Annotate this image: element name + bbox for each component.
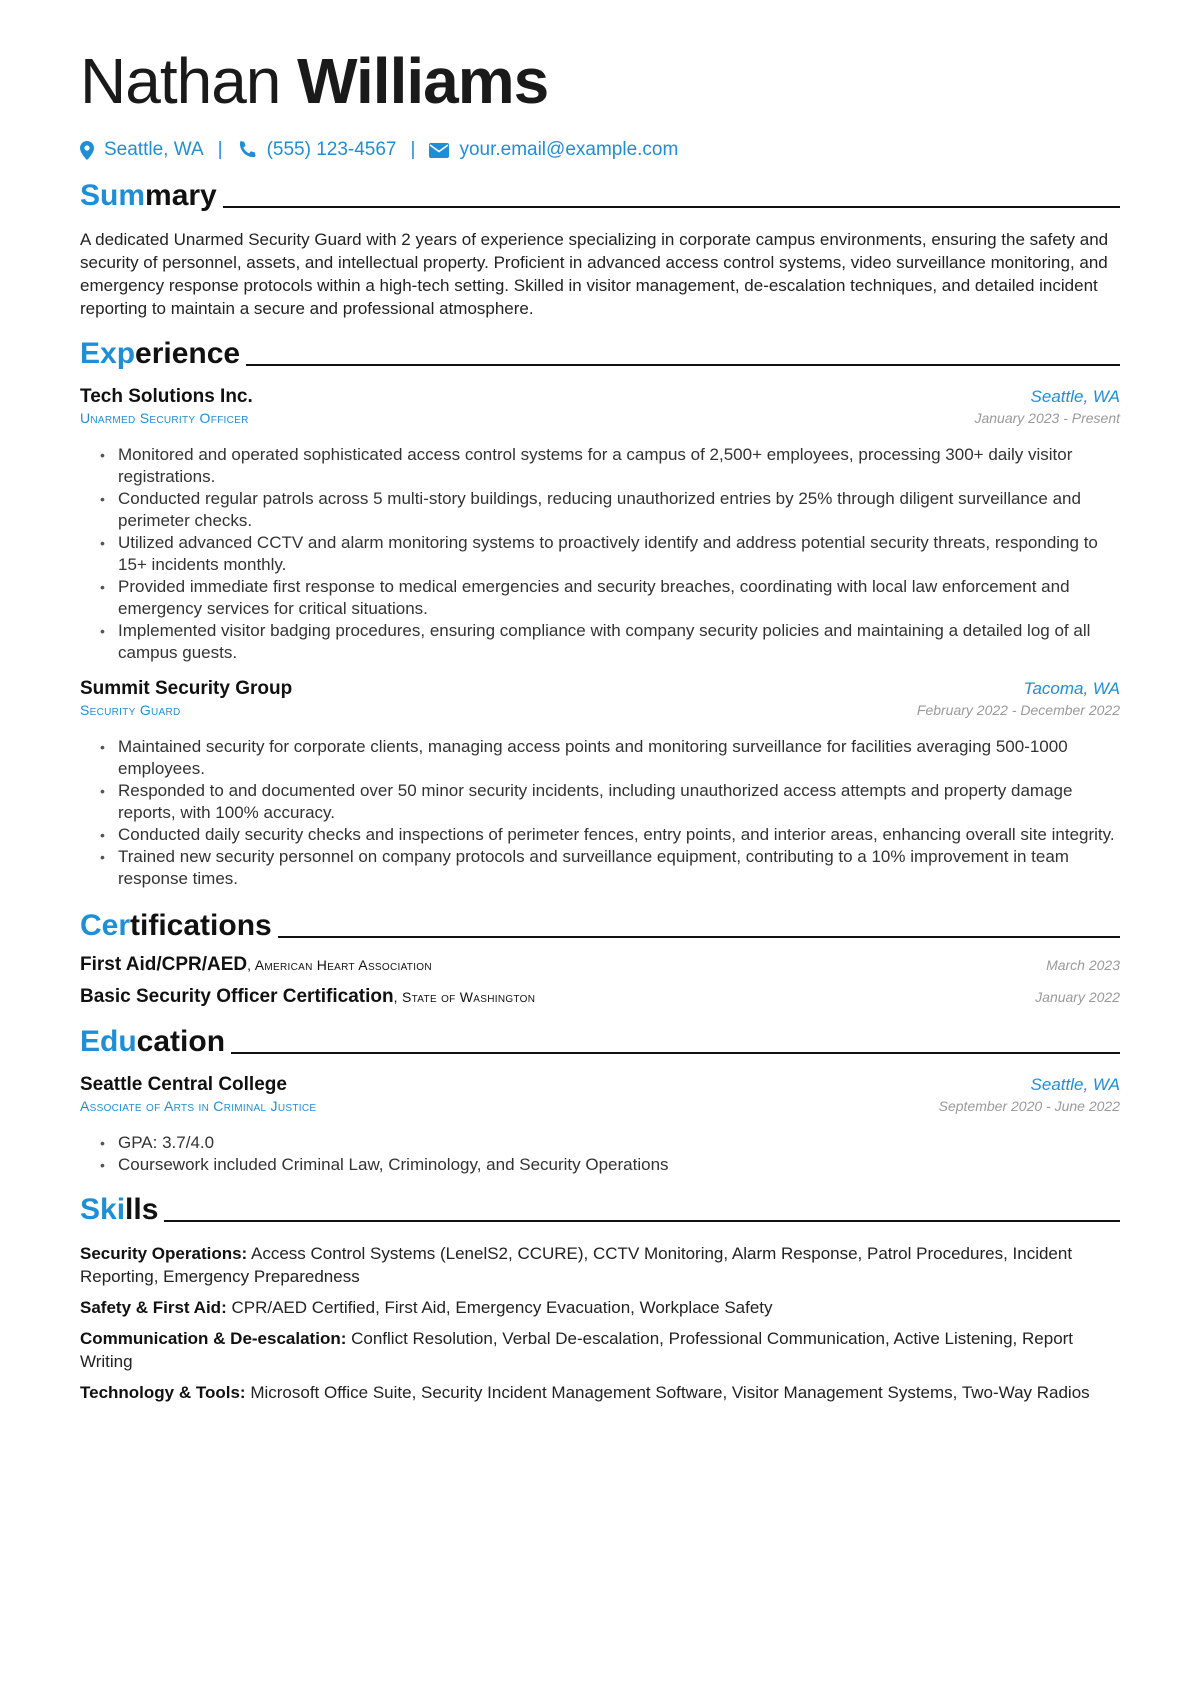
section-rule bbox=[278, 936, 1120, 938]
certifications-section bbox=[80, 904, 1120, 1008]
certification-name: First Aid/CPR/AED bbox=[80, 954, 248, 975]
skill-category: Technology & Tools: bbox=[80, 1383, 246, 1402]
skill-category: Safety & First Aid: bbox=[80, 1298, 227, 1317]
skill-line bbox=[80, 1296, 1120, 1319]
section-rule bbox=[223, 206, 1120, 208]
list-item: • Responded to and documented over 50 minor security incidents, including unauthorized access attempts and property damage reports, with 100% accuracy. bbox=[100, 780, 1120, 824]
experience-section bbox=[80, 332, 1120, 890]
job-location: Tacoma, WA bbox=[1023, 679, 1120, 698]
contact-email[interactable] bbox=[429, 139, 678, 161]
section-heading bbox=[80, 332, 1120, 372]
certification-date: March 2023 bbox=[1046, 957, 1120, 973]
certification-name: Basic Security Officer Certification bbox=[80, 986, 394, 1007]
skill-list: Microsoft Office Suite, Security Incident Management Software, Visitor Management Systems, Two-Way Radios bbox=[250, 1383, 1090, 1402]
location-text: Seattle, WA bbox=[104, 139, 204, 160]
section-title: Skills bbox=[80, 1193, 159, 1226]
contact-separator: | bbox=[217, 139, 223, 160]
list-item: • Utilized advanced CCTV and alarm monitoring systems to proactively identify and address potential security threats, responding to 15+ incidents monthly. bbox=[100, 532, 1120, 576]
contact-separator: | bbox=[410, 139, 416, 160]
certification-issuer: State of Washington bbox=[402, 989, 536, 1005]
skill-line bbox=[80, 1327, 1120, 1373]
list-item: • Conducted daily security checks and inspections of perimeter fences, entry points, and interior areas, enhancing overall site integrity. bbox=[100, 824, 1120, 846]
skill-line bbox=[80, 1381, 1120, 1404]
skill-category: Security Operations: bbox=[80, 1244, 248, 1263]
list-item: • GPA: 3.7/4.0 bbox=[100, 1132, 1120, 1154]
education-bullets bbox=[80, 1132, 1120, 1176]
section-rule bbox=[164, 1220, 1120, 1222]
list-item: • Trained new security personnel on company protocols and surveillance equipment, contributing to a 10% improvement in team response times. bbox=[100, 846, 1120, 890]
certification-item: First Aid/CPR/AED, American Heart Association March 2023 bbox=[80, 954, 1120, 975]
section-heading bbox=[80, 1188, 1120, 1228]
certification-item: Basic Security Officer Certification, State of Washington January 2022 bbox=[80, 986, 1120, 1007]
skill-line bbox=[80, 1242, 1120, 1288]
section-title: Education bbox=[80, 1025, 226, 1058]
skill-list: CPR/AED Certified, First Aid, Emergency Evacuation, Workplace Safety bbox=[231, 1298, 773, 1317]
job-bullets bbox=[80, 736, 1120, 890]
section-heading bbox=[80, 1020, 1120, 1060]
contact-bar bbox=[80, 136, 1120, 164]
resume-page bbox=[80, 40, 1120, 1404]
section-rule bbox=[246, 364, 1120, 366]
education-section bbox=[80, 1020, 1120, 1176]
summary-section bbox=[80, 174, 1120, 320]
job-title: Security Guard bbox=[80, 702, 181, 718]
company-name: Summit Security Group bbox=[80, 678, 293, 699]
company-name: Tech Solutions Inc. bbox=[80, 386, 253, 407]
map-marker-icon bbox=[80, 141, 94, 160]
section-title: Experience bbox=[80, 337, 241, 370]
skill-category: Communication & De-escalation: bbox=[80, 1329, 347, 1348]
job-entry bbox=[80, 386, 1120, 664]
contact-location bbox=[80, 139, 204, 161]
section-title: Summary bbox=[80, 179, 217, 212]
list-item: • Maintained security for corporate clients, managing access points and monitoring surveillance for facilities averaging 500-1000 employees. bbox=[100, 736, 1120, 780]
job-bullets bbox=[80, 444, 1120, 664]
contact-phone[interactable] bbox=[237, 139, 397, 161]
phone-icon bbox=[237, 140, 257, 160]
first-name: Nathan bbox=[80, 45, 281, 117]
school-location: Seattle, WA bbox=[1030, 1075, 1120, 1094]
certification-date: January 2022 bbox=[1035, 989, 1120, 1005]
skill-list: Access Control Systems (LenelS2, CCURE), CCTV Monitoring, Alarm Response, Patrol Procedures, Incident Reporting, Emergency Preparedness bbox=[80, 1244, 1073, 1286]
certification-issuer: American Heart Association bbox=[254, 957, 432, 973]
education-entry bbox=[80, 1074, 1120, 1176]
summary-text: A dedicated Unarmed Security Guard with 2 years of experience specializing in corporate campus environments, ensuring the safety and security of personnel, assets, and intellectual property. Proficient in advanced access control systems, video surveillance monitoring, and emergency response protocols within a high-tech setting. Skilled in visitor management, de-escalation techniques, and detailed incident reporting to maintain a secure and professional atmosphere. bbox=[80, 230, 1109, 318]
skill-list: Conflict Resolution, Verbal De-escalation, Professional Communication, Active Listening, Report Writing bbox=[80, 1329, 1074, 1371]
list-item: • Conducted regular patrols across 5 multi-story buildings, reducing unauthorized entries by 25% through diligent surveillance and perimeter checks. bbox=[100, 488, 1120, 532]
email-link[interactable]: your.email@example.com bbox=[459, 139, 679, 160]
list-item: • Coursework included Criminal Law, Criminology, and Security Operations bbox=[100, 1154, 1120, 1176]
section-title: Certifications bbox=[80, 909, 272, 942]
candidate-name bbox=[80, 40, 1120, 122]
job-dates: January 2023 - Present bbox=[974, 410, 1120, 426]
job-title: Unarmed Security Officer bbox=[80, 410, 249, 426]
envelope-icon bbox=[429, 143, 449, 158]
degree: Associate of Arts in Criminal Justice bbox=[80, 1098, 317, 1114]
last-name: Williams bbox=[297, 45, 549, 117]
job-entry bbox=[80, 678, 1120, 890]
section-rule bbox=[231, 1052, 1120, 1054]
phone-text[interactable]: (555) 123-4567 bbox=[266, 139, 397, 160]
education-dates: September 2020 - June 2022 bbox=[938, 1098, 1120, 1114]
job-dates: February 2022 - December 2022 bbox=[916, 702, 1120, 718]
school-name: Seattle Central College bbox=[80, 1074, 287, 1095]
section-heading bbox=[80, 904, 1120, 944]
job-location: Seattle, WA bbox=[1030, 387, 1120, 406]
list-item: • Implemented visitor badging procedures, ensuring compliance with company security policies and maintaining a detailed log of all campus guests. bbox=[100, 620, 1120, 664]
list-item: • Provided immediate first response to medical emergencies and security breaches, coordinating with local law enforcement and emergency services for critical situations. bbox=[100, 576, 1120, 620]
skills-section bbox=[80, 1188, 1120, 1404]
section-heading bbox=[80, 174, 1120, 214]
list-item: • Monitored and operated sophisticated access control systems for a campus of 2,500+ employees, processing 300+ daily visitor registrations. bbox=[100, 444, 1120, 488]
